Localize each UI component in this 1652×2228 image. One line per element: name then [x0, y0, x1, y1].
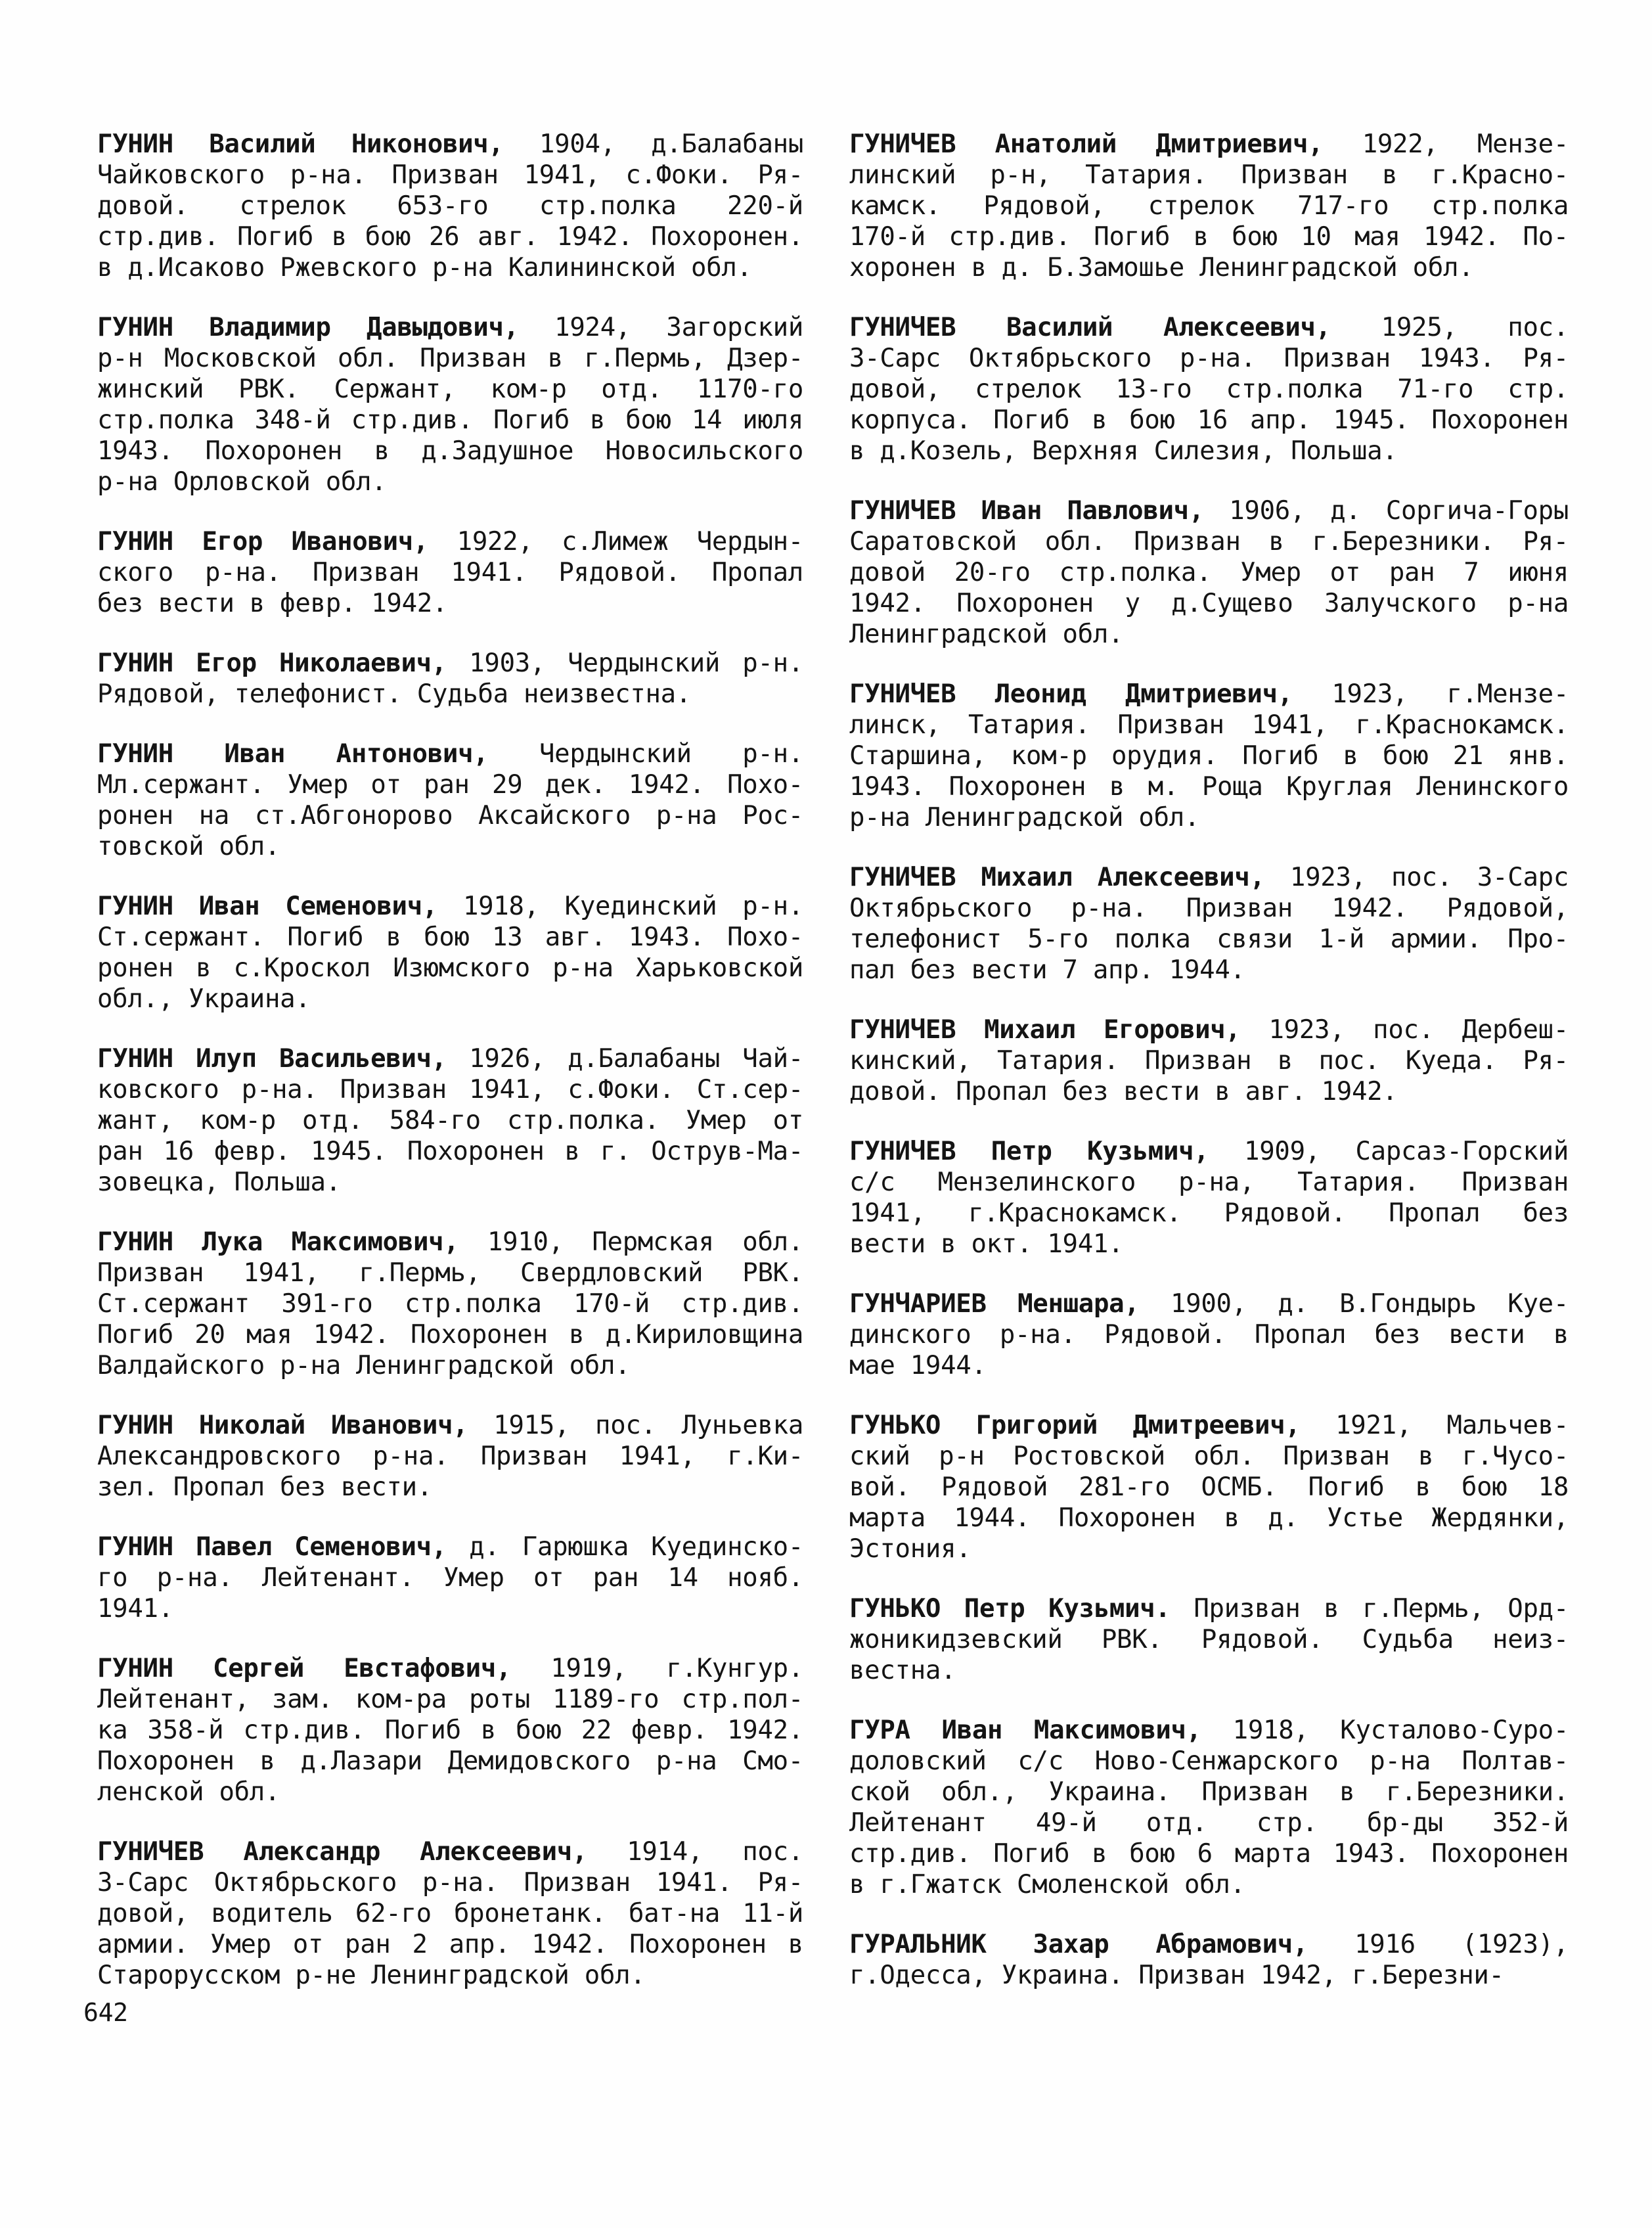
entry-line: Призван 1941, г.Пермь, Свердловский РВК. [97, 1258, 803, 1288]
entry-line: Старшина, ком-р орудия. Погиб в бою 21 янв. [849, 741, 1569, 771]
entry-line: зовецка, Польша. [97, 1168, 341, 1197]
entry-line: 1942. Похоронен у д.Сущево Залучского р-на [849, 589, 1569, 618]
memorial-entry [97, 1836, 803, 1991]
entry-line: доловский с/с Ново-Сенжарского р-на Полтав- [849, 1746, 1569, 1776]
entry-line [97, 1836, 803, 1867]
entry-line: 170-й стр.див. Погиб в бою 10 мая 1942. По- [849, 222, 1569, 252]
entry-line: 3-Сарс Октябрьского р-на. Призван 1943. Ря- [849, 344, 1569, 373]
person-name: ГУНЬКО Григорий Дмитреевич, [849, 1411, 1301, 1440]
person-name: ГУНЬКО Петр Кузьмич. [849, 1594, 1171, 1624]
entry-line: Похоронен в д.Лазари Демидовского р-на Смо- [97, 1746, 803, 1776]
entry-line: ленской обл. [97, 1777, 280, 1807]
entry-line: Погиб 20 мая 1942. Похоронен в д.Кириловщина [97, 1320, 803, 1350]
entry-line: линск, Татария. Призван 1941, г.Краснокамск. [849, 710, 1569, 740]
memorial-entry [849, 129, 1569, 283]
entry-line: го р-на. Лейтенант. Умер от ран 14 нояб. [97, 1563, 803, 1593]
entry-first-line-rest: 1922, с.Лимеж Чердын- [457, 527, 803, 557]
entry-line: зел. Пропал без вести. [97, 1472, 432, 1502]
memorial-entry [97, 1043, 803, 1198]
memorial-entry [849, 495, 1569, 650]
entry-first-line-rest: 1918, Кусталово-Суро- [1232, 1716, 1569, 1745]
entry-line: довой, водитель 62-го бронетанк. бат-на 11-й [97, 1899, 803, 1928]
entry-line: Александровского р-на. Призван 1941, г.Ки- [97, 1442, 803, 1471]
memorial-entry [97, 1532, 803, 1624]
column-right [849, 129, 1569, 2020]
entry-line [97, 1653, 803, 1684]
entry-line [849, 1410, 1569, 1441]
entry-line: Чайковского р-на. Призван 1941, с.Фоки. Ря- [97, 160, 803, 190]
entry-line: ковского р-на. Призван 1941, с.Фоки. Ст.сер- [97, 1075, 803, 1104]
entry-line: г.Одесса, Украина. Призван 1942, г.Березни- [849, 1961, 1504, 1990]
entry-line: марта 1944. Похоронен в д. Устье Жердянки, [849, 1503, 1569, 1533]
entry-line [849, 1593, 1569, 1624]
person-name: ГУНЧАРИЕВ Меншара, [849, 1289, 1140, 1319]
entry-line: Лейтенант 49-й отд. стр. бр-ды 352-й [849, 1808, 1569, 1838]
entry-line: ронен на ст.Абгонорово Аксайского р-на Рос- [97, 801, 803, 830]
entry-line: армии. Умер от ран 2 апр. 1942. Похоронен в [97, 1930, 803, 1959]
entry-line: ка 358-й стр.див. Погиб в бою 22 февр. 1942. [97, 1716, 803, 1745]
entry-first-line-rest: Призван в г.Пермь, Орд- [1194, 1594, 1569, 1624]
entry-first-line-rest: Чердынский р-н. [539, 739, 804, 769]
person-name: ГУНИЧЕВ Михаил Егорович, [849, 1015, 1241, 1045]
memorial-entry [849, 679, 1569, 833]
person-name: ГУРА Иван Максимович, [849, 1716, 1201, 1745]
entry-line [849, 679, 1569, 710]
entry-line: вестна. [849, 1656, 956, 1685]
entry-first-line-rest: 1918, Куединский р-н. [462, 892, 804, 921]
entry-line [97, 739, 803, 769]
entry-line: довой. стрелок 653-го стр.полка 220-й [97, 191, 803, 221]
entry-line: довой 20-го стр.полка. Умер от ран 7 июня [849, 558, 1569, 587]
entry-line [97, 1043, 803, 1074]
person-name: ГУНИН Сергей Евстафович, [97, 1654, 512, 1683]
person-name: ГУНИН Лука Максимович, [97, 1227, 459, 1257]
entry-first-line-rest: 1903, Чердынский р-н. [469, 648, 804, 678]
person-name: ГУНИЧЕВ Михаил Алексеевич, [849, 863, 1265, 892]
memorial-entry [849, 1715, 1569, 1900]
entry-line [849, 1136, 1569, 1167]
entry-line: телефонист 5-го полка связи 1-й армии. Про- [849, 924, 1569, 954]
entry-line: 1941. [97, 1594, 173, 1624]
memorial-entry [97, 891, 803, 1014]
entry-line [849, 495, 1569, 526]
person-name: ГУНИЧЕВ Петр Кузьмич, [849, 1137, 1209, 1166]
entry-line [97, 1532, 803, 1562]
entry-line: Ст.сержант. Погиб в бою 13 авг. 1943. Похо- [97, 922, 803, 952]
entry-line: 1943. Похоронен в д.Задушное Новосильского [97, 436, 803, 466]
entry-line [849, 1288, 1569, 1319]
entry-line: пал без вести 7 апр. 1944. [849, 955, 1245, 985]
memorial-entry [849, 862, 1569, 986]
entry-line: в г.Гжатск Смоленской обл. [849, 1870, 1245, 1899]
entry-first-line-rest: 1916 (1923), [1354, 1930, 1569, 1959]
memorial-entry [97, 312, 803, 497]
person-name: ГУНИЧЕВ Анатолий Дмитриевич, [849, 129, 1324, 159]
entry-line: Октябрьского р-на. Призван 1942. Рядовой, [849, 894, 1569, 923]
person-name: ГУНИН Павел Семенович, [97, 1532, 447, 1562]
entry-line: жинский РВК. Сержант, ком-р отд. 1170-го [97, 375, 803, 404]
entry-first-line-rest: 1923, пос. Дербеш- [1268, 1015, 1569, 1045]
entry-line: жант, ком-р отд. 584-го стр.полка. Умер от [97, 1106, 803, 1135]
entry-first-line-rest: 1904, д.Балабаны [539, 129, 803, 159]
entry-line: ского р-на. Призван 1941. Рядовой. Пропал [97, 558, 803, 587]
entry-line [849, 1014, 1569, 1045]
entry-line: жоникидзевский РВК. Рядовой. Судьба неиз- [849, 1625, 1569, 1654]
entry-line [97, 648, 803, 679]
memorial-entry [97, 1653, 803, 1807]
page-number: 642 [83, 1998, 128, 2027]
entry-line [97, 526, 803, 557]
entry-first-line-rest: 1914, пос. [627, 1837, 803, 1867]
entry-line: корпуса. Погиб в бою 16 апр. 1945. Похоронен [849, 405, 1569, 435]
entry-line: довой. Пропал без вести в авг. 1942. [849, 1077, 1398, 1106]
memorial-entry [97, 648, 803, 710]
entry-first-line-rest: 1921, Мальчев- [1335, 1411, 1569, 1440]
memorial-entry [849, 1136, 1569, 1260]
person-name: ГУНИН Иван Антонович, [97, 739, 489, 769]
person-name: ГУНИН Иван Семенович, [97, 892, 438, 921]
entry-line [849, 312, 1569, 343]
entry-line: Саратовской обл. Призван в г.Березники. Ря- [849, 527, 1569, 557]
entry-line: Эстония. [849, 1534, 971, 1564]
entry-line [97, 1227, 803, 1258]
entry-line: кинский, Татария. Призван в пос. Куеда. Ря- [849, 1046, 1569, 1076]
entry-first-line-rest: 1926, д.Балабаны Чай- [469, 1044, 804, 1074]
entry-line: ран 16 февр. 1945. Похоронен в г. Острув-Ма- [97, 1137, 803, 1166]
entry-first-line-rest: 1924, Загорский [554, 313, 804, 342]
memorial-entry [849, 1929, 1569, 1991]
entry-first-line-rest: 1900, д. В.Гондырь Куе- [1171, 1289, 1569, 1319]
entry-line [97, 312, 803, 343]
entry-line: в д.Козель, Верхняя Силезия, Польша. [849, 436, 1398, 466]
entry-line: Ленинградской обл. [849, 620, 1124, 649]
entry-line: р-на Ленинградской обл. [849, 803, 1200, 832]
entry-line: с/с Мензелинского р-на, Татария. Призван [849, 1168, 1569, 1197]
entry-first-line-rest: 1915, пос. Луньевка [493, 1411, 804, 1440]
entry-line: Мл.сержант. Умер от ран 29 дек. 1942. Похо- [97, 770, 803, 800]
memorial-entry [849, 1593, 1569, 1686]
entry-line [849, 862, 1569, 893]
entry-line: 1941, г.Краснокамск. Рядовой. Пропал без [849, 1198, 1569, 1228]
person-name: ГУНИН Владимир Давыдович, [97, 313, 519, 342]
entry-line: вой. Рядовой 281-го ОСМБ. Погиб в бою 18 [849, 1472, 1569, 1502]
entry-line: вести в окт. 1941. [849, 1229, 1124, 1259]
person-name: ГУНИН Николай Иванович, [97, 1411, 468, 1440]
entry-line: стр.див. Погиб в бою 26 авг. 1942. Похоронен. [97, 222, 803, 252]
entry-line: Лейтенант, зам. ком-ра роты 1189-го стр.пол- [97, 1685, 803, 1714]
memorial-entry [849, 1014, 1569, 1107]
entry-first-line-rest: 1910, Пермская обл. [487, 1227, 803, 1257]
entry-line: Старорусском р-не Ленинградской обл. [97, 1961, 646, 1990]
entry-line [849, 1929, 1569, 1960]
memorial-entry [97, 1227, 803, 1381]
person-name: ГУНИН Илуп Васильевич, [97, 1044, 447, 1074]
entry-first-line-rest: 1923, г.Мензе- [1331, 679, 1569, 709]
entry-line: товской обл. [97, 832, 280, 861]
entry-line [849, 1715, 1569, 1746]
entry-line: стр.полка 348-й стр.див. Погиб в бою 14 июля [97, 405, 803, 435]
entry-line: 1943. Похоронен в м. Роща Круглая Ленинского [849, 772, 1569, 802]
entry-line: без вести в февр. 1942. [97, 589, 448, 618]
entry-first-line-rest: 1919, г.Кунгур. [550, 1654, 804, 1683]
person-name: ГУРАЛЬНИК Захар Абрамович, [849, 1930, 1308, 1959]
entry-line: Ст.сержант 391-го стр.полка 170-й стр.див. [97, 1289, 803, 1319]
person-name: ГУНИН Егор Иванович, [97, 527, 429, 557]
entry-line: ской обл., Украина. Призван в г.Березники. [849, 1777, 1569, 1807]
person-name: ГУНИЧЕВ Леонид Дмитриевич, [849, 679, 1293, 709]
memorial-entry [97, 1410, 803, 1503]
entry-line: хоронен в д. Б.Замошье Ленинградской обл. [849, 253, 1474, 283]
person-name: ГУНИЧЕВ Иван Павлович, [849, 496, 1204, 526]
entry-line: стр.див. Погиб в бою 6 марта 1943. Похоронен [849, 1839, 1569, 1869]
entry-line: р-на Орловской обл. [97, 467, 387, 497]
entry-line [849, 129, 1569, 160]
entry-line: довой, стрелок 13-го стр.полка 71-го стр. [849, 375, 1569, 404]
entry-line [97, 891, 803, 922]
entry-line: динского р-на. Рядовой. Пропал без вести в [849, 1320, 1569, 1350]
entry-line: р-н Московской обл. Призван в г.Пермь, Дзер- [97, 344, 803, 373]
entry-line: ский р-н Ростовской обл. Призван в г.Чусо- [849, 1442, 1569, 1471]
entry-line [97, 129, 803, 160]
memorial-entry [97, 526, 803, 619]
column-left [97, 129, 803, 2020]
entry-first-line-rest: д. Гарюшка Куединско- [469, 1532, 804, 1562]
memorial-entry [97, 129, 803, 283]
memorial-entry [849, 1288, 1569, 1381]
entry-line: ронен в с.Кроскол Изюмского р-на Харьковской [97, 953, 803, 983]
entry-line: обл., Украина. [97, 984, 311, 1014]
entry-first-line-rest: 1909, Сарсаз-Горский [1244, 1137, 1569, 1166]
entry-line: в д.Исаково Ржевского р-на Калининской обл. [97, 253, 752, 283]
entry-first-line-rest: 1923, пос. 3-Сарс [1289, 863, 1569, 892]
entry-line: линский р-н, Татария. Призван в г.Красно- [849, 160, 1569, 190]
entry-line: Рядовой, телефонист. Судьба неизвестна. [97, 679, 692, 709]
memorial-entry [849, 1410, 1569, 1564]
person-name: ГУНИН Василий Никонович, [97, 129, 504, 159]
memorial-entry [97, 739, 803, 862]
person-name: ГУНИЧЕВ Александр Алексеевич, [97, 1837, 588, 1867]
memorial-entry [849, 312, 1569, 466]
entry-line: 3-Сарс Октябрьского р-на. Призван 1941. Ря- [97, 1868, 803, 1898]
entry-line: мае 1944. [849, 1351, 987, 1380]
entry-first-line-rest: 1906, д. Соргича-Горы [1229, 496, 1569, 526]
entry-first-line-rest: 1922, Мензе- [1362, 129, 1569, 159]
person-name: ГУНИЧЕВ Василий Алексеевич, [849, 313, 1331, 342]
person-name: ГУНИН Егор Николаевич, [97, 648, 447, 678]
entry-line [97, 1410, 803, 1441]
entry-line: камск. Рядовой, стрелок 717-го стр.полка [849, 191, 1569, 221]
entry-first-line-rest: 1925, пос. [1381, 313, 1569, 342]
entry-line: Валдайского р-на Ленинградской обл. [97, 1351, 631, 1380]
